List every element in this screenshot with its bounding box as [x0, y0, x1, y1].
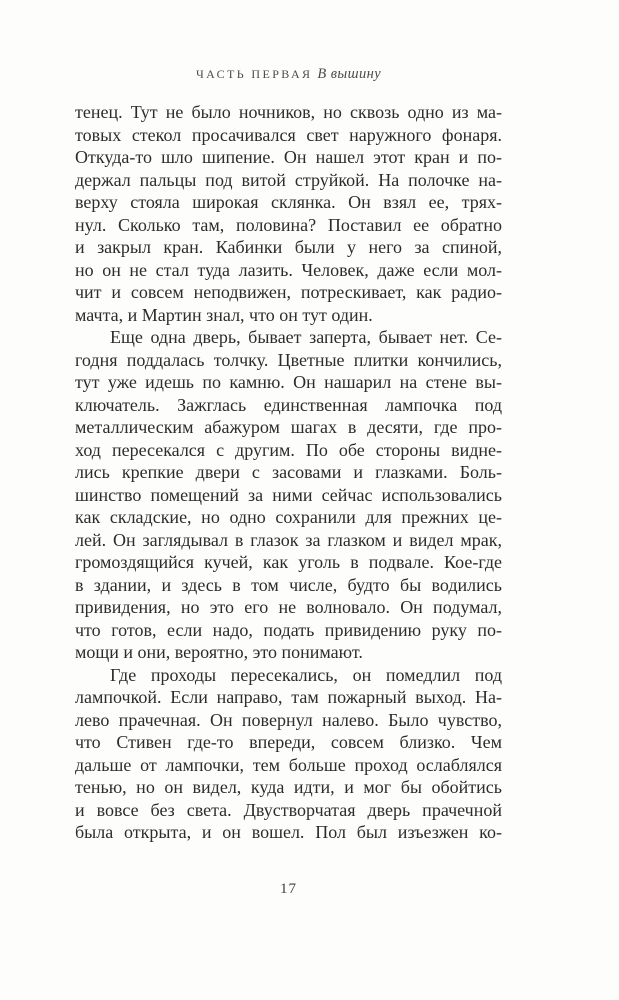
text-line: тенец. Тут не было ночников, но сквозь одно из ма- — [75, 102, 502, 122]
text-line: привидения, но это его не волновало. Он подумал, — [75, 597, 502, 617]
text-line: и закрыл кран. Кабинки были у него за спиной, — [75, 237, 502, 257]
paragraph — [75, 326, 502, 664]
text-line: что готов, если надо, подать привидению руку по- — [75, 619, 502, 640]
text-line: мачта, и Мартин знал, что он тут один. — [75, 304, 373, 325]
text-line: верху стояла широкая склянка. Он взял ее, трях- — [75, 192, 502, 212]
text-line: дальше от лампочки, тем больше проход ослаблялся — [75, 754, 502, 775]
text-line: Еще одна дверь, бывает заперта, бывает нет. Се- — [110, 327, 502, 347]
text-line: ключатель. Зажглась единственная лампочка под — [75, 394, 502, 415]
text-block — [75, 101, 502, 844]
text-line: громоздящийся кучей, как уголь в подвале. Кое-где — [75, 552, 502, 572]
text-line: годня поддалась толчку. Цветные плитки кончились, — [75, 349, 502, 370]
text-line: была открыта, и он вошел. Пол был изъезжен ко- — [75, 822, 502, 842]
text-line: лей. Он заглядывал в глазок за глазком и видел мрак, — [75, 529, 502, 550]
text-line: и вовсе без света. Двустворчатая дверь прачечной — [75, 799, 502, 820]
text-line: Где проходы пересекались, он помедлил под — [110, 664, 502, 685]
paragraph — [75, 101, 502, 326]
text-line: Откуда-то шло шипение. Он нашел этот кран и по- — [75, 147, 502, 167]
part-title: В вышину — [317, 66, 382, 82]
paragraph — [75, 664, 502, 844]
text-line: в здании, и здесь в том числе, будто бы водились — [75, 574, 502, 595]
text-line: товых стекол просачивался свет наружного фонаря. — [75, 124, 502, 145]
text-line: что Стивен где-то впереди, совсем близко. Чем — [75, 732, 502, 752]
text-line: ход пересекался с другим. По обе стороны видне- — [75, 439, 502, 460]
part-label: ЧАСТЬ ПЕРВАЯ — [195, 67, 313, 81]
text-line: чит и совсем неподвижен, потрескивает, как радио- — [75, 282, 502, 302]
page-number: 17 — [280, 881, 297, 897]
text-line: как складские, но одно сохранили для прежних це- — [75, 507, 502, 527]
text-line: лампочкой. Если направо, там пожарный выход. На- — [75, 687, 502, 707]
text-line: но он не стал туда лазить. Человек, даже если мол- — [75, 259, 502, 280]
text-line: лись крепкие двери с засовами и глазками. Боль- — [75, 462, 502, 482]
text-line: лево прачечная. Он повернул налево. Было чувство, — [75, 709, 502, 730]
text-line: нул. Сколько там, половина? Поставил ее обратно — [75, 214, 502, 235]
running-header — [75, 65, 502, 83]
text-line: тут уже идешь по камню. Он нашарил на стене вы- — [75, 372, 502, 392]
text-line: тенью, но он видел, куда идти, и мог бы обойтись — [75, 777, 502, 797]
text-line: мощи и они, вероятно, это понимают. — [75, 642, 363, 662]
text-line: держал пальцы под витой струйкой. На полочке на- — [75, 169, 502, 190]
text-line: шинство помещений за ними сейчас использовались — [75, 484, 502, 505]
text-line: металлическим абажуром шагах в десяти, где про- — [75, 417, 502, 437]
